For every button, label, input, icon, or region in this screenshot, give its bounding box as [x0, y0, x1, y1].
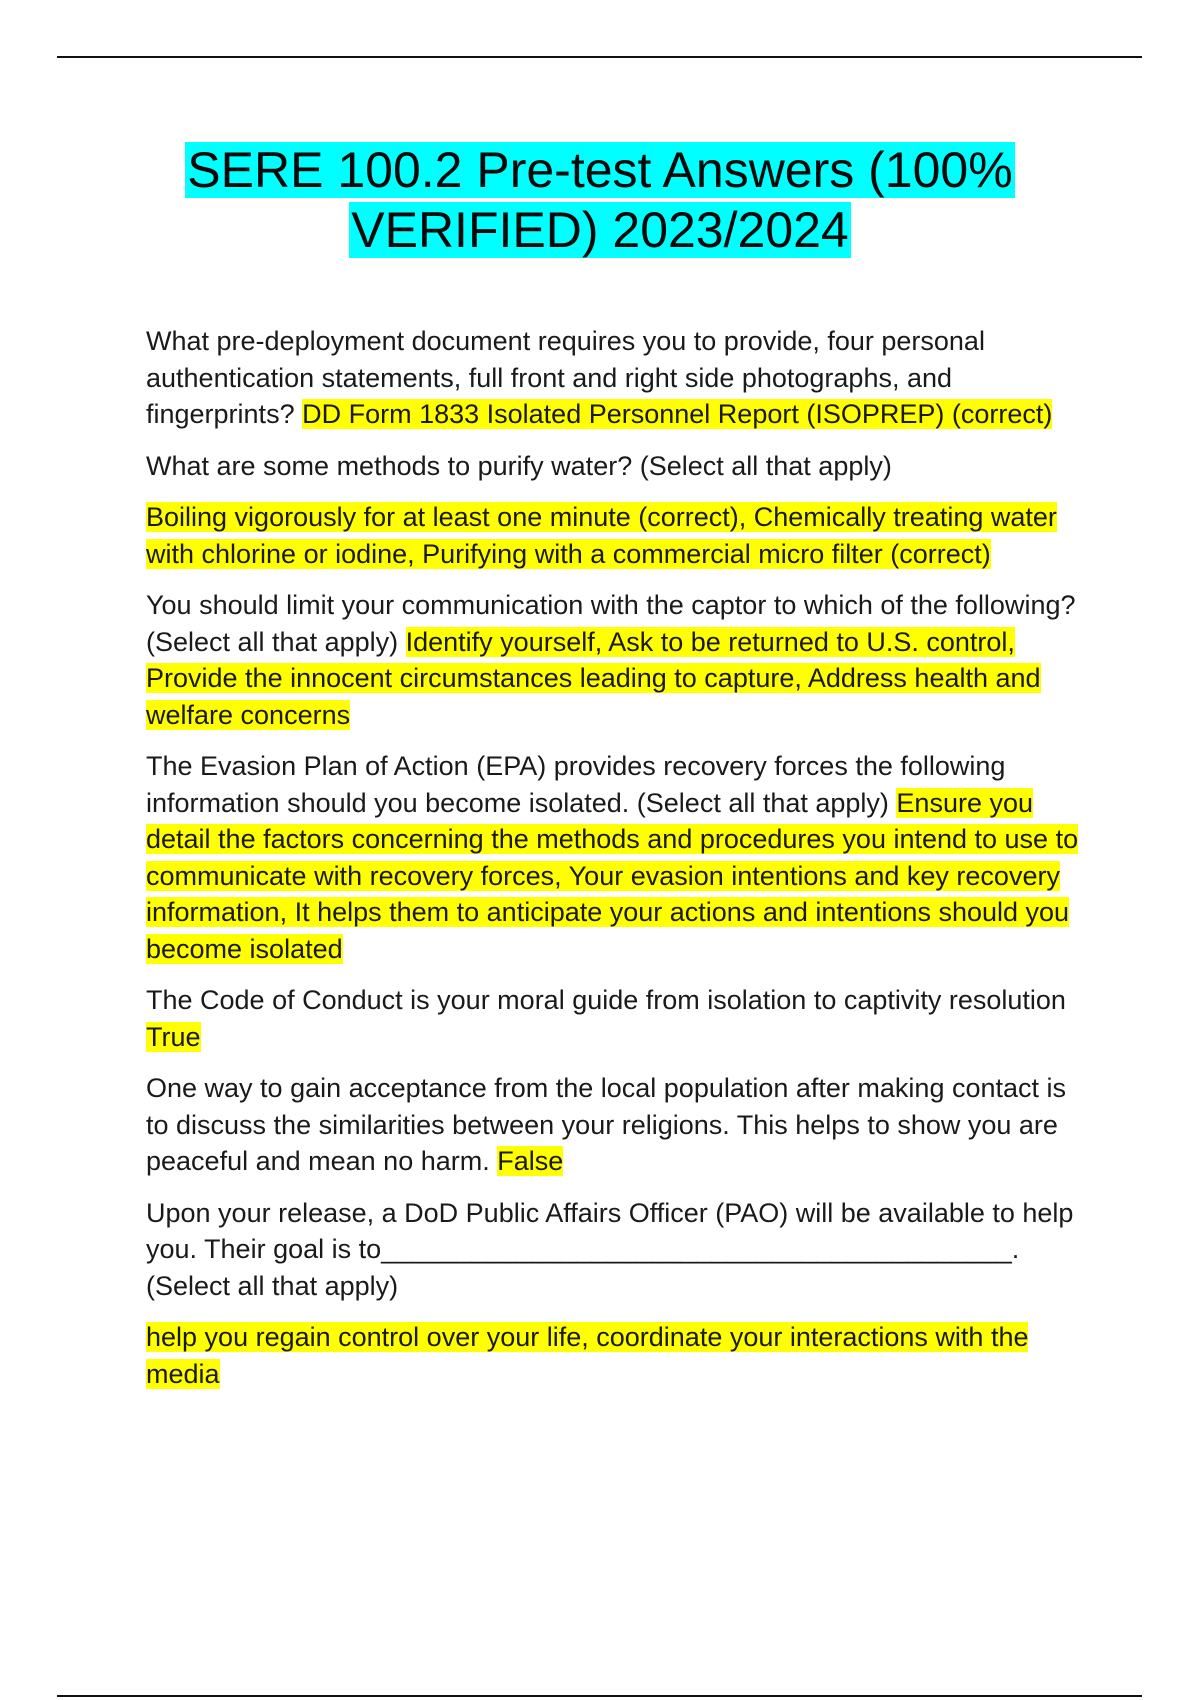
bottom-rule: [57, 1695, 1142, 1697]
answer-highlight: False: [497, 1146, 564, 1176]
qa-item: [146, 587, 1091, 733]
page-title: [0, 140, 1200, 260]
qa-item: [146, 982, 1091, 1055]
question-text: Upon your release, a DoD Public Affairs Officer (PAO) will be available to help you. Their goal is to__________________________________________. (Select all that apply): [146, 1197, 1074, 1301]
answer-highlight: True: [146, 1021, 201, 1052]
answer-highlight: Ensure you detail the factors concerning the methods and procedures you intend to use to communicate with recovery forces, Your evasion intentions and key recovery information, It helps them to anticipate your actions and intentions should you become isolated: [146, 787, 1079, 964]
answer-highlight: help you regain control over your life, coordinate your interactions with the media: [146, 1322, 1029, 1389]
qa-list: [146, 323, 1091, 1407]
qa-item: [146, 1195, 1091, 1305]
title-line-1: SERE 100.2 Pre-test Answers (100%: [187, 142, 1013, 198]
qa-item: [146, 323, 1091, 433]
qa-item-answer: [146, 1319, 1091, 1392]
title-line-2: VERIFIED) 2023/2024: [351, 202, 849, 258]
qa-item: [146, 748, 1091, 967]
qa-item: [146, 1070, 1091, 1180]
question-text: The Code of Conduct is your moral guide from isolation to captivity resolution: [146, 985, 1066, 1015]
top-rule: [57, 56, 1142, 58]
answer-highlight: DD Form 1833 Isolated Personnel Report (ISOPREP) (correct): [302, 399, 1053, 429]
question-text: What pre-deployment document requires you to provide, four personal authentication statements, full front and right side photographs, and fingerprints?: [146, 326, 985, 429]
qa-item: [146, 448, 1091, 485]
question-text: One way to gain acceptance from the local population after making contact is to discuss the similarities between your religions. This helps to show you are peaceful and mean no harm.: [146, 1073, 1067, 1176]
question-text: What are some methods to purify water? (Select all that apply): [146, 450, 892, 481]
qa-item-answer: [146, 499, 1091, 572]
answer-highlight: Identify yourself, Ask to be returned to U.S. control, Provide the innocent circumstances leading to capture, Address health and welfare concerns: [146, 626, 1041, 730]
question-text: The Evasion Plan of Action (EPA) provides recovery forces the following information should you become isolated. (Select all that apply): [146, 751, 1006, 818]
question-text: You should limit your communication with the captor to which of the following? (Select all that apply): [146, 590, 1076, 657]
answer-highlight: Boiling vigorously for at least one minute (correct), Chemically treating water with chlorine or iodine, Purifying with a commercial micro filter (correct): [146, 502, 1057, 569]
